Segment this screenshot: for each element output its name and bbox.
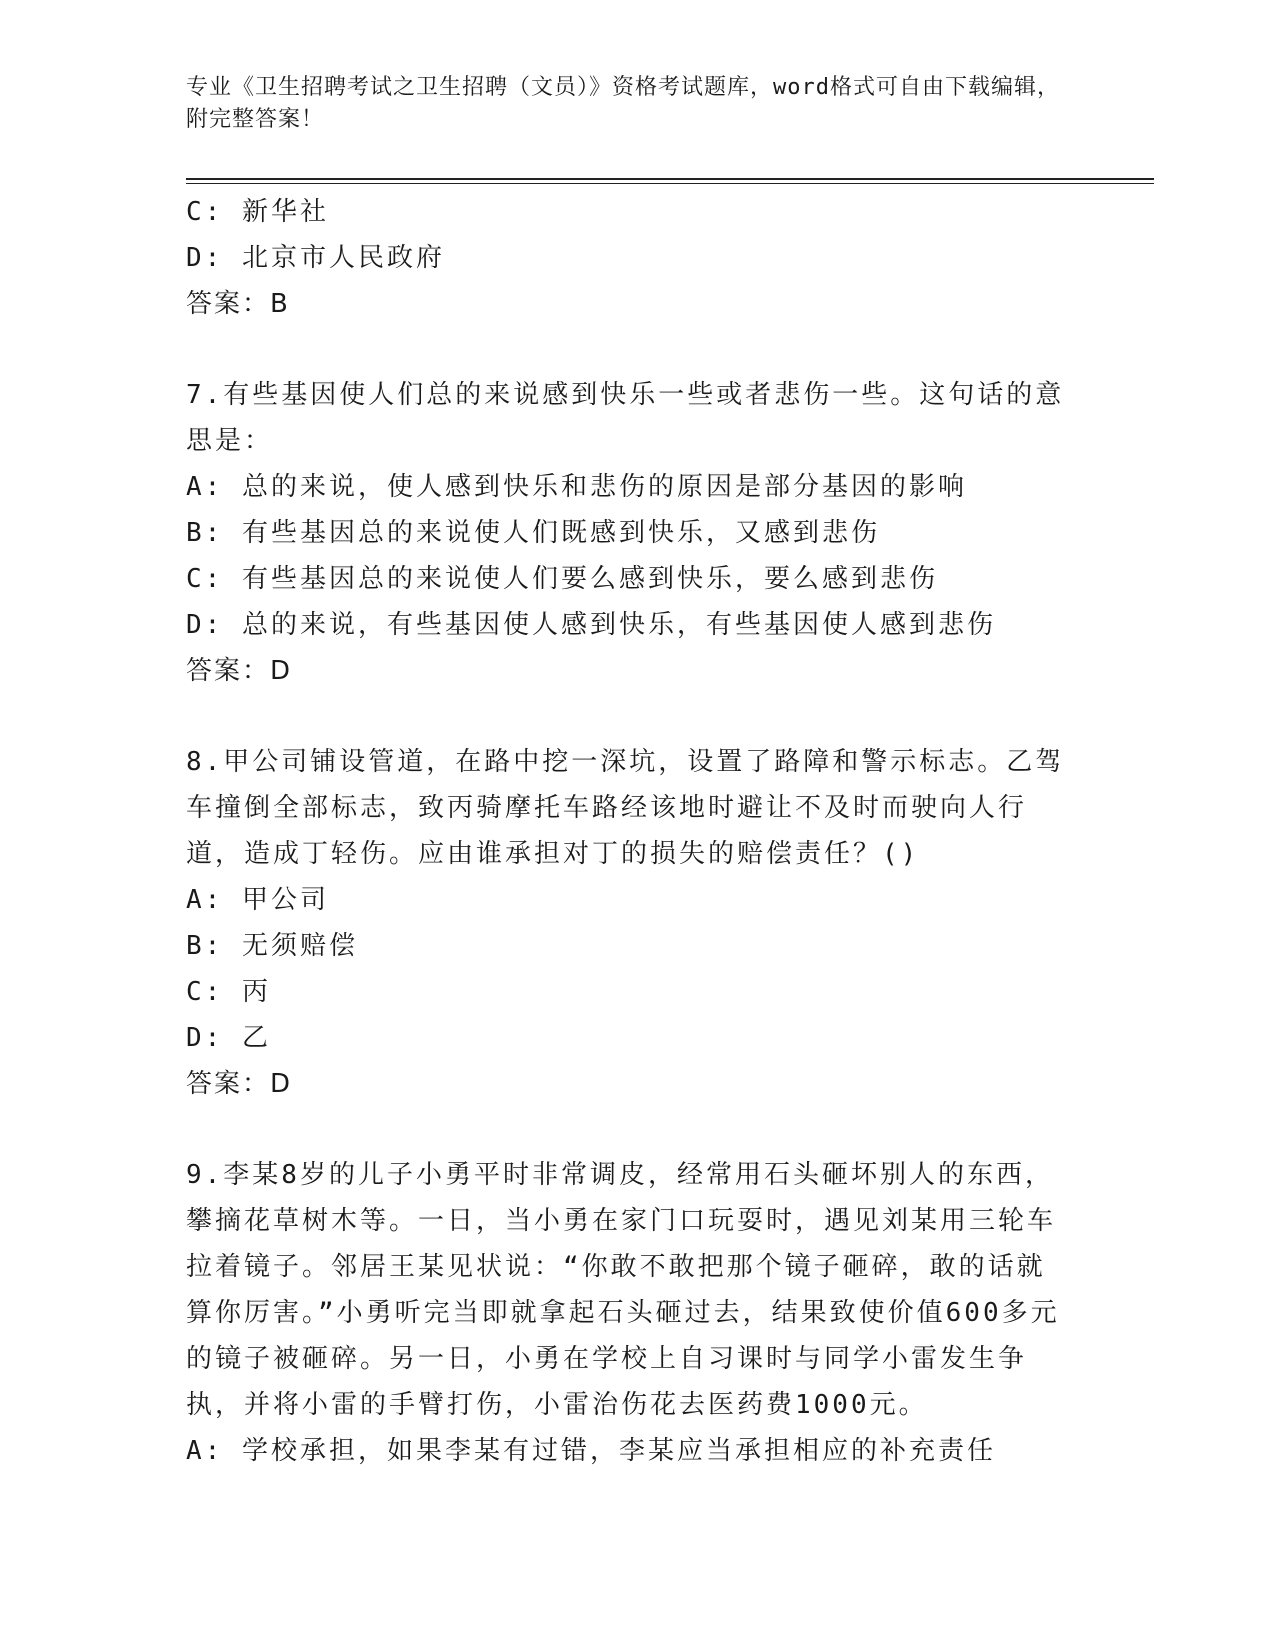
option-c: C: 有些基因总的来说使人们要么感到快乐，要么感到悲伤 xyxy=(186,564,938,594)
spacer xyxy=(186,1107,1066,1152)
question-stem: 8.甲公司铺设管道，在路中挖一深坑，设置了路障和警示标志。乙驾车撞倒全部标志，致丙骑摩托车路经该地时避让不及时而驶向人行道，造成丁轻伤。应由谁承担对丁的损失的赔偿责任？() xyxy=(186,747,1065,869)
answer-line: 答案：D xyxy=(186,656,293,686)
option-b: B: 有些基因总的来说使人们既感到快乐，又感到悲伤 xyxy=(186,518,880,548)
option-a: A: 总的来说，使人感到快乐和悲伤的原因是部分基因的影响 xyxy=(186,472,967,502)
question-stem: 7.有些基因使人们总的来说感到快乐一些或者悲伤一些。这句话的意思是： xyxy=(186,380,1065,456)
option-a: A: 学校承担，如果李某有过错，李某应当承担相应的补充责任 xyxy=(186,1436,996,1466)
question-9 xyxy=(186,1152,1066,1474)
question-6-tail xyxy=(186,189,1066,327)
spacer xyxy=(186,694,1066,739)
option-c: C: 丙 xyxy=(186,977,271,1007)
document-body xyxy=(186,189,1066,1474)
question-8 xyxy=(186,739,1066,1107)
answer-line: 答案：B xyxy=(186,289,290,319)
header-rule-thick xyxy=(186,178,1154,180)
option-b: B: 无须赔偿 xyxy=(186,931,358,961)
header-rule-thin xyxy=(186,183,1154,184)
question-7 xyxy=(186,372,1066,694)
option-d: D: 北京市人民政府 xyxy=(186,243,445,273)
page-header: 专业《卫生招聘考试之卫生招聘（文员）》资格考试题库，word格式可自由下载编辑，附完整答案！ xyxy=(186,75,1060,132)
option-d: D: 总的来说，有些基因使人感到快乐，有些基因使人感到悲伤 xyxy=(186,610,996,640)
question-stem: 9.李某8岁的儿子小勇平时非常调皮，经常用石头砸坏别人的东西，攀摘花草树木等。一日，当小勇在家门口玩耍时，遇见刘某用三轮车拉着镜子。邻居王某见状说：“你敢不敢把那个镜子砸碎，敢的话就算你厉害。”小勇听完当即就拿起石头砸过去，结果致使价值600多元的镜子被砸碎。另一日，小勇在学校上自习课时与同学小雷发生争执，并将小雷的手臂打伤，小雷治伤花去医药费1000元。 xyxy=(186,1160,1060,1420)
answer-line: 答案：D xyxy=(186,1069,293,1099)
option-d: D: 乙 xyxy=(186,1023,271,1053)
spacer xyxy=(186,327,1066,372)
option-c: C: 新华社 xyxy=(186,197,329,227)
option-a: A: 甲公司 xyxy=(186,885,329,915)
